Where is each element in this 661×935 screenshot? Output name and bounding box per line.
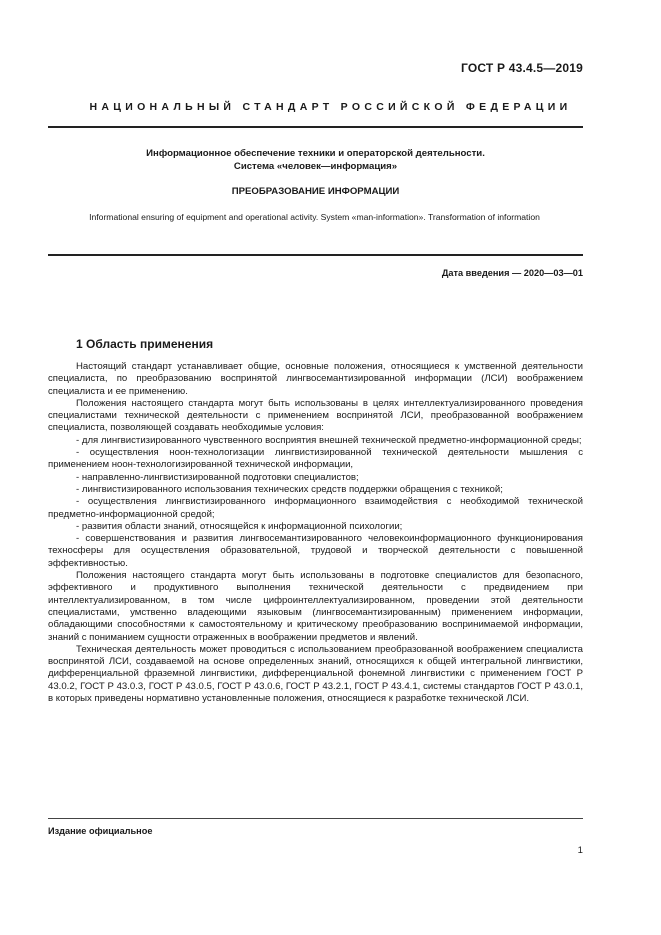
footer-divider (48, 818, 583, 819)
list-item: - совершенствования и развития лингвосемантизированного человекоинформационного функционирования техносферы для осуществления образовательной, трудовой и творческой деятельности с повышенной эффективностью. (48, 533, 583, 569)
list-item: - для лингвистизированного чувственного восприятия внешней технической предметно-информационной среды; (76, 434, 582, 446)
introduction-date: Дата введения — 2020—03—01 (441, 268, 583, 278)
list-item: - развития области знаний, относящейся к информационной психологии; (76, 520, 403, 532)
paragraph: Настоящий стандарт устанавливает общие, основные положения, относящиеся к умственной деятельности специалиста, по преобразованию воспринятой лингвосемантизированной информации (ЛСИ) воображением специалиста и ее применению. (48, 361, 583, 397)
paragraph: Техническая деятельность может проводиться с использованием преобразованной воображением специалиста воспринятой ЛСИ, создаваемой на основе определенных знаний, относящихся к общей интегральной лингвистики, дифференциальной фраземной лингвистики, дифференциальной фонемной лингвистики с применением ГОСТ Р 43.0.2, ГОСТ Р 43.0.3, ГОСТ Р 43.0.5, ГОСТ Р 43.0.6, ГОСТ Р 43.2.1, ГОСТ Р 43.4.1, системы стандартов ГОСТ Р 43.0.1, в которых приведены нормативно установленные положения, относящиеся к разработке технической ЛСИ. (48, 643, 583, 705)
russian-title-line-2: Система «человек—информация» (233, 161, 398, 172)
main-title: ПРЕОБРАЗОВАНИЕ ИНФОРМАЦИИ (231, 186, 400, 197)
paragraph: Положения настоящего стандарта могут быть использованы в подготовке специалистов для безопасного, эффективного и продуктивного выполнения технической деятельности с предвидением при интеллектуализированном, в том числе цифроинтеллектуализированном, проведении этой деятельности специалистами, умственно владеющими языковым (лингвосемантизированным) применением информации, обладающими способностями к самостоятельному и критическому преобразованию воспринимаемой информации, знаний с пониманием сущности отраженных в воображении предметов и явлений. (48, 570, 583, 643)
list-item: - осуществления ноон-технологизации лингвистизированной технической деятельности мышления с применением ноон-технологизированной технической информации, (48, 447, 583, 471)
national-standard-banner: НАЦИОНАЛЬНЫЙ СТАНДАРТ РОССИЙСКОЙ ФЕДЕРАЦИИ (89, 101, 572, 113)
english-title: Informational ensuring of equipment and operational activity. System «man-information». Transformation of information (89, 212, 540, 222)
list-item: - лингвистизированного использования технических средств поддержки обращения с техникой; (76, 483, 503, 495)
top-divider (48, 126, 583, 128)
list-item: - осуществления лингвистизированного информационного взаимодействия с необходимой технической предметно-информационной средой; (48, 496, 583, 520)
russian-title-line-1: Информационное обеспечение техники и операторской деятельности. (146, 148, 485, 159)
list-item: - направленно-лингвистизированной подготовки специалистов; (76, 471, 359, 483)
section-body (48, 361, 583, 705)
bottom-divider (48, 254, 583, 256)
paragraph: Положения настоящего стандарта могут быть использованы в целях интеллектуализированного проведения специалистами технической деятельности с применением воспринятой ЛСИ, преобразованной воображением специалиста, позволяющей создавать необходимые условия: (48, 397, 583, 434)
page-number: 1 (577, 845, 583, 856)
edition-label: Издание официальное (48, 826, 153, 836)
section-heading: 1 Область применения (76, 337, 214, 351)
document-number: ГОСТ Р 43.4.5—2019 (460, 61, 583, 75)
russian-title (48, 147, 583, 173)
